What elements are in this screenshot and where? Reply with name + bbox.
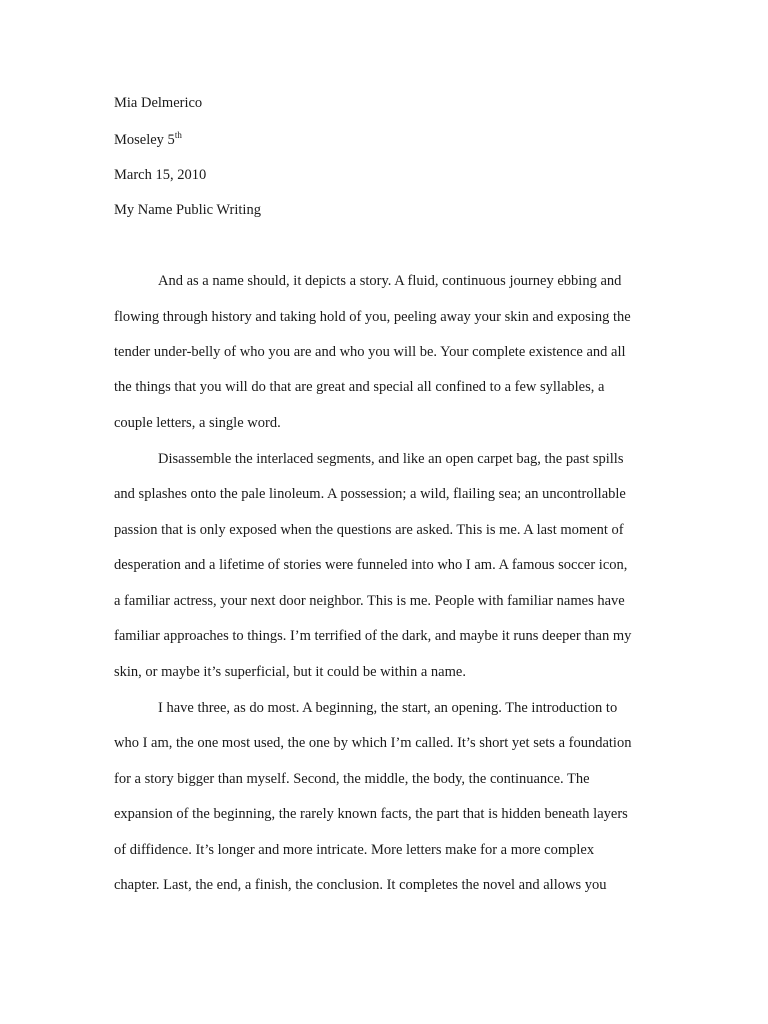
- document-date: March 15, 2010: [114, 167, 207, 183]
- teacher-superscript: th: [174, 130, 182, 140]
- teacher-name: Moseley 5: [114, 132, 175, 148]
- body-line: expansion of the beginning, the rarely known facts, the part that is hidden beneath layers: [114, 806, 628, 822]
- body-line: the things that you will do that are great and special all confined to a few syllables, a: [114, 379, 605, 395]
- body-line: of diffidence. It’s longer and more intricate. More letters make for a more complex: [114, 842, 595, 858]
- body-line: Disassemble the interlaced segments, and like an open carpet bag, the past spills: [158, 451, 624, 467]
- teacher-line: [114, 131, 182, 149]
- body-line: who I am, the one most used, the one by which I’m called. It’s short yet sets a foundation: [114, 735, 632, 751]
- document-title: My Name Public Writing: [114, 202, 261, 218]
- body-line: for a story bigger than myself. Second, the middle, the body, the continuance. The: [114, 771, 590, 787]
- body-line: and splashes onto the pale linoleum. A possession; a wild, flailing sea; an uncontrollable: [114, 486, 626, 502]
- body-line: tender under-belly of who you are and who you will be. Your complete existence and all: [114, 344, 626, 360]
- body-line: flowing through history and taking hold of you, peeling away your skin and exposing the: [114, 309, 631, 325]
- body-line: And as a name should, it depicts a story. A fluid, continuous journey ebbing and: [158, 273, 622, 289]
- body-line: couple letters, a single word.: [114, 415, 281, 431]
- body-line: familiar approaches to things. I’m terrified of the dark, and maybe it runs deeper than my: [114, 628, 632, 644]
- author-name: Mia Delmerico: [114, 95, 203, 111]
- body-line: desperation and a lifetime of stories were funneled into who I am. A famous soccer icon,: [114, 557, 628, 573]
- body-line: passion that is only exposed when the questions are asked. This is me. A last moment of: [114, 522, 624, 538]
- body-line: a familiar actress, your next door neighbor. This is me. People with familiar names have: [114, 593, 625, 609]
- body-line: skin, or maybe it’s superficial, but it could be within a name.: [114, 664, 466, 680]
- body-line: I have three, as do most. A beginning, the start, an opening. The introduction to: [158, 700, 618, 716]
- body-line: chapter. Last, the end, a finish, the conclusion. It completes the novel and allows you: [114, 877, 607, 893]
